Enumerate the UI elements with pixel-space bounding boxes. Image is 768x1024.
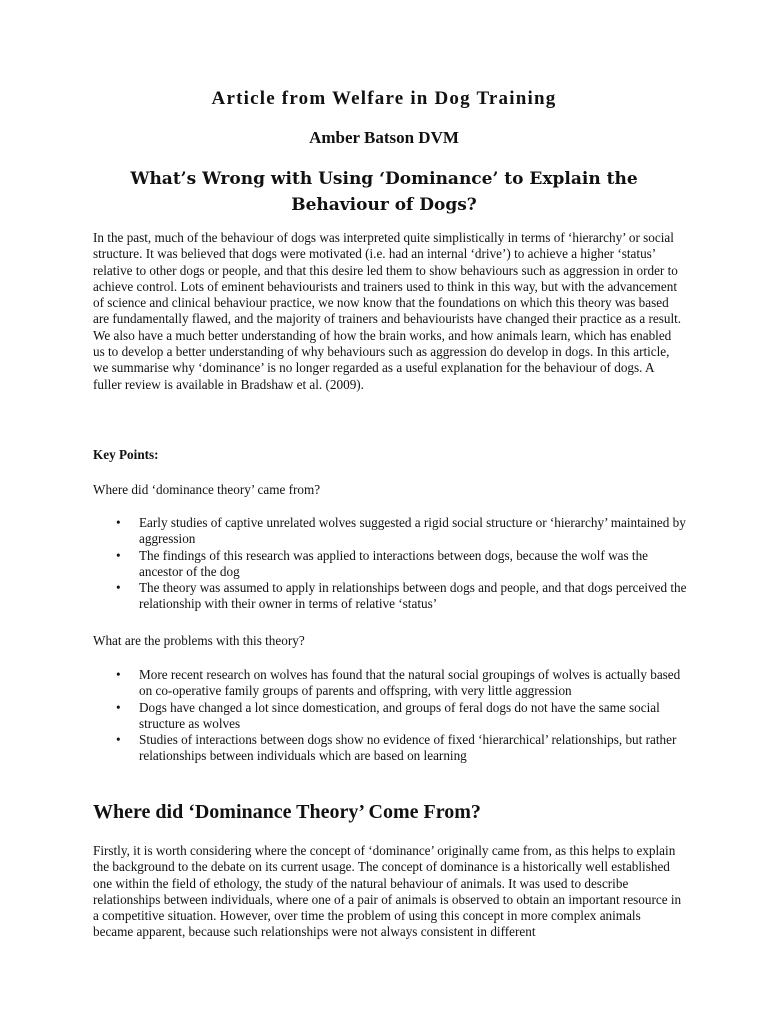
list-item (93, 548, 693, 581)
list-item (93, 700, 693, 733)
list-item-text: Studies of interactions between dogs show no evidence of fixed ‘hierarchical’ relationships, but rather relationships between individuals which are based on learning (139, 732, 677, 764)
article-title: Article from Welfare in Dog Training (211, 88, 557, 109)
list-item (93, 580, 693, 613)
bullet-marker: • (116, 515, 121, 530)
list-item-text: Early studies of captive unrelated wolves suggested a rigid social structure or ‘hierarchy’ maintained by aggression (139, 515, 686, 547)
problems-bullet-list (93, 667, 693, 765)
article-subtitle: What’s Wrong with Using ‘Dominance’ to Explain the Behaviour of Dogs? (130, 169, 638, 215)
key-points-heading: Key Points: (93, 447, 159, 462)
list-item-text: More recent research on wolves has found that the natural social groupings of wolves is actually based on co-operative family groups of parents and offspring, with very little aggression (139, 667, 681, 699)
author-name: Amber Batson DVM (309, 128, 459, 147)
section-heading: Where did ‘Dominance Theory’ Come From? (93, 801, 481, 823)
question-origin: Where did ‘dominance theory’ came from? (93, 482, 321, 497)
list-item (93, 732, 693, 765)
intro-paragraph: In the past, much of the behaviour of dogs was interpreted quite simplistically in terms of ‘hierarchy’ or social structure. It was believed that dogs were motivated (i.e. had an internal ‘drive’) to achieve a higher ‘status’ relative to other dogs or people, and that this desire led them to show behaviours such as aggression in order to achieve control. Lots of eminent behaviourists and trainers used to think in this way, but with the advancement of science and clinical behaviour practice, we now know that the foundations on which this theory was based are fundamentally flawed, and the majority of trainers and behaviourists have changed their practice as a result. We also have a much better understanding of how the brain works, and how animals learn, which has enabled us to develop a better understanding of why behaviours such as aggression do develop in dogs. In this article, we summarise why ‘dominance’ is no longer regarded as a useful explanation for the behaviour of dogs. A fuller review is available in Bradshaw et al. (2009). (93, 230, 682, 392)
origin-bullet-list (93, 515, 693, 613)
list-item (93, 515, 693, 548)
bullet-marker: • (116, 699, 121, 715)
list-item-text: Dogs have changed a lot since domestication, and groups of feral dogs do not have the same social structure as wolves (139, 699, 660, 731)
bullet-marker: • (116, 580, 121, 596)
question-problems: What are the problems with this theory? (93, 633, 305, 648)
bullet-marker: • (116, 732, 121, 748)
list-item-text: The findings of this research was applied to interactions between dogs, because the wolf was the ancestor of the dog (139, 547, 649, 579)
bullet-marker: • (116, 667, 121, 682)
list-item (93, 667, 693, 700)
list-item-text: The theory was assumed to apply in relationships between dogs and people, and that dogs perceived the relationship with their owner in terms of relative ‘status’ (139, 580, 687, 612)
bullet-marker: • (116, 547, 121, 563)
section-paragraph: Firstly, it is worth considering where the concept of ‘dominance’ originally came from, as this helps to explain the background to the debate on its current usage. The concept of dominance is a historically well established one within the field of ethology, the study of the natural behaviour of animals. It was used to describe relationships between individuals, where one of a pair of animals is observed to obtain an important resource in a competitive situation. However, over time the problem of using this concept in more complex animals became apparent, because such relationships were not always consistent in different (93, 843, 682, 940)
